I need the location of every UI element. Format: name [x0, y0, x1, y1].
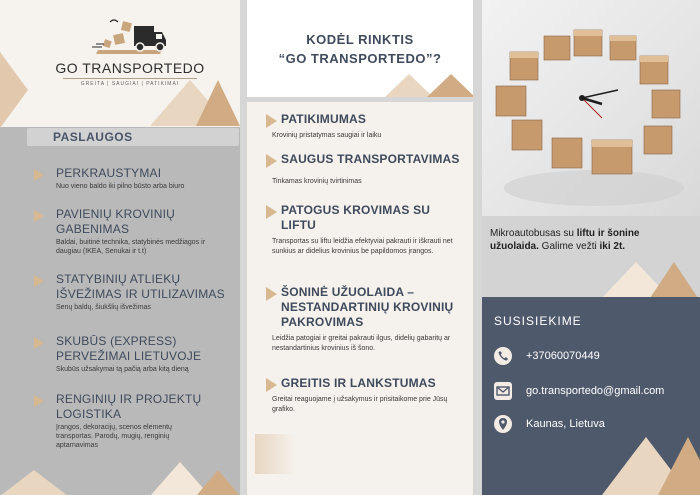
contact-location [494, 415, 694, 435]
decor-triangle [196, 470, 240, 495]
truck-logo-icon [90, 14, 170, 58]
clock-boxes-illustration [482, 0, 700, 216]
pitch-part1: Mikroautobusas su [490, 228, 577, 239]
feature-item [266, 376, 466, 414]
contact-email[interactable] [494, 382, 694, 402]
brand-logo [55, 14, 205, 87]
arrow-icon [34, 395, 44, 407]
service-item [34, 166, 239, 191]
service-desc: Įrangos, dekoracijų, scenos elementų transportas. Parodų, mugių, renginių aptarnavimas [56, 424, 172, 449]
pitch-text [490, 227, 690, 253]
service-title: PERKRAUSTYMAI [56, 166, 162, 180]
decor-block [255, 434, 295, 474]
why-title-line2: “GO TRANSPORTEDO”? [278, 51, 442, 66]
contact-box [482, 297, 700, 495]
contact-heading: SUSISIEKIME [494, 314, 582, 328]
why-choose-panel [247, 0, 473, 495]
decor-triangle [658, 437, 700, 495]
services-heading-pill [27, 128, 239, 146]
logo-area [0, 0, 240, 127]
brand-name: GO TRANSPORTEDO [55, 60, 205, 76]
feature-title: PATOGUS KROVIMAS SU LIFTU [281, 203, 431, 232]
contact-phone[interactable] [494, 347, 694, 367]
pitch-bold2: iki 2t. [599, 241, 626, 252]
service-title: RENGINIŲ IR PROJEKTŲ LOGISTIKA [56, 392, 202, 421]
feature-item [266, 152, 466, 187]
service-title: PAVIENIŲ KROVINIŲ GABENIMAS [56, 207, 175, 236]
feature-desc: Krovinių pristatymas saugiai ir laiku [272, 132, 382, 139]
feature-title: SAUGUS TRANSPORTAVIMAS [281, 152, 460, 166]
service-item [34, 392, 239, 450]
arrow-icon [34, 275, 44, 287]
arrow-icon [266, 205, 277, 219]
decor-triangle [427, 74, 473, 97]
arrow-icon [34, 337, 44, 349]
arrow-icon [266, 154, 277, 168]
email-address[interactable]: go.transportedo@gmail.com [526, 385, 665, 397]
feature-item [266, 112, 466, 141]
decor-triangle [385, 74, 433, 97]
contact-panel [482, 0, 700, 495]
feature-title: GREITIS IR LANKSTUMAS [281, 376, 436, 390]
decor-triangle [650, 262, 698, 298]
arrow-icon [266, 287, 277, 301]
decor-triangle [0, 52, 28, 128]
feature-item [266, 203, 466, 256]
feature-title: PATIKIMUMAS [281, 112, 367, 126]
arrow-icon [34, 210, 44, 222]
service-desc: Baldai, buitinė technika, statybinės medžiagos ir daugiau (IKEA, Senukai ir t.t) [56, 239, 206, 255]
why-title-line1: KODĖL RINKTIS [306, 32, 414, 47]
arrow-icon [266, 378, 277, 392]
arrow-icon [266, 114, 277, 128]
service-desc: Skubūs užsakymai tą pačią arba kitą dieną [56, 366, 189, 373]
decor-triangle [0, 470, 68, 495]
why-header [247, 0, 473, 97]
service-desc: Nuo vieno baldo iki pilno būsto arba biuro [56, 183, 185, 190]
email-icon [494, 382, 512, 400]
divider [247, 97, 473, 102]
feature-desc: Transportas su liftu leidžia efektyviai pakrauti ir iškrauti net sunkius ar didelius krovinius be papildomos įrangos. [272, 238, 453, 255]
services-panel [0, 0, 240, 495]
services-heading: PASLAUGOS [53, 130, 133, 144]
service-title: SKUBŪS (EXPRESS) PERVEŽIMAI LIETUVOJE [56, 334, 202, 363]
phone-number[interactable]: +37060070449 [526, 350, 600, 362]
why-title [247, 30, 473, 68]
feature-item [266, 285, 466, 353]
feature-desc: Leidžia patogiai ir greitai pakrauti ilgus, didelių gabaritų ar nestandartinius krovinius iš šono. [272, 335, 451, 352]
address: Kaunas, Lietuva [526, 418, 605, 430]
feature-desc: Tinkamas krovinių tvirtinimas [272, 178, 362, 185]
service-item [34, 207, 239, 256]
phone-icon [494, 347, 512, 365]
service-title: STATYBINIŲ ATLIEKŲ IŠVEŽIMAS IR UTILIZAVIMAS [56, 272, 225, 301]
arrow-icon [34, 169, 44, 181]
brand-tagline: GREITA | SAUGIAI | PATIKIMAI [80, 81, 180, 87]
location-pin-icon [494, 415, 512, 433]
service-item [34, 272, 239, 312]
pitch-part2: Galime vežti [538, 241, 600, 252]
pitch-bold1: liftu ir šonine užuolaida. [490, 228, 640, 252]
clock-boxes-photo [482, 0, 700, 216]
logo-divider [63, 78, 197, 79]
service-desc: Senų baldų, šiukšlių išvežimas [56, 304, 151, 311]
feature-title: ŠONINĖ UŽUOLAIDA – NESTANDARTINIŲ KROVINIŲ PAKROVIMAS [281, 285, 454, 329]
feature-desc: Greitai reaguojame į užsakymus ir prisitaikome prie Jūsų grafiko. [272, 396, 448, 413]
service-item [34, 334, 239, 374]
